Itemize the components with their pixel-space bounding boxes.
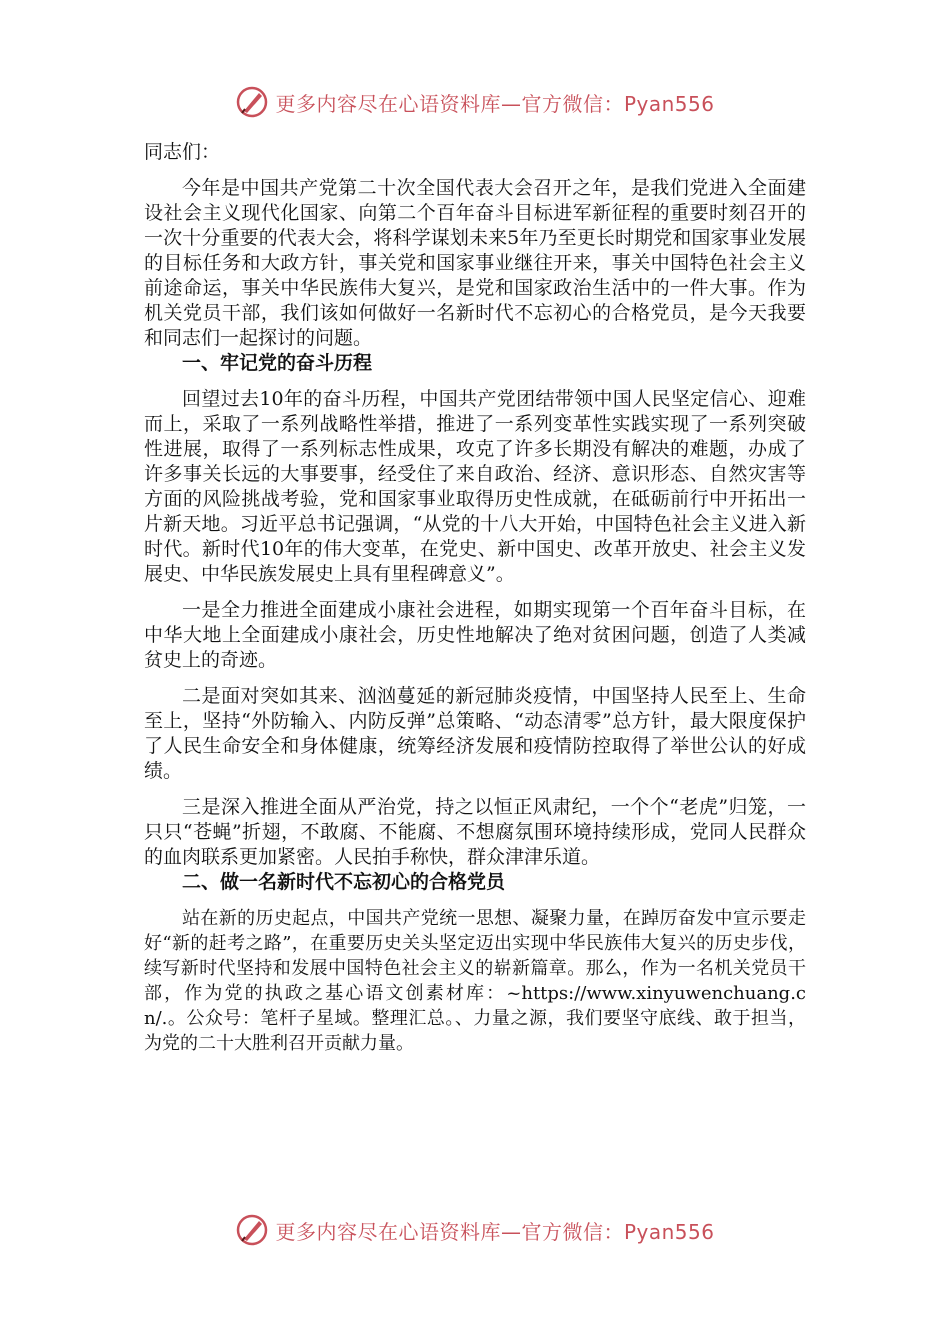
intro-paragraph: 今年是中国共产党第二十次全国代表大会召开之年，是我们党进入全面建设社会主义现代化国家、向第二个百年奋斗目标进军新征程的重要时刻召开的一次十分重要的代表大会，将科学谋划未来5年乃至更长时期党和国家事业发展的目标任务和大政方针，事关党和国家事业继往开来，事关中国特色社会主义前途命运，事关中华民族伟大复兴，是党和国家政治生活中的一件大事。作为机关党员干部，我们该如何做好一名新时代不忘初心的合格党员，是今天我要和同志们一起探讨的问题。 [144,177,806,349]
section-heading-1: 一、牢记党的奋斗历程 [182,352,373,374]
section1-paragraph-2: 一是全力推进全面建成小康社会进程，如期实现第一个百年奋斗目标，在中华大地上全面建成小康社会，历史性地解决了绝对贫困问题，创造了人类减贫史上的奇迹。 [144,599,806,671]
header-banner [0,82,950,122]
header-banner-text: 更多内容尽在心语资料库—官方微信：Pyan556 [275,91,715,116]
section-heading-2: 二、做一名新时代不忘初心的合格党员 [182,871,506,893]
footer-banner [0,1210,950,1250]
quill-logo-icon [235,1213,269,1247]
section1-paragraph-4: 三是深入推进全面从严治党，持之以恒正风肃纪，一个个“老虎”归笼，一只只“苍蝇”折翅，不敢腐、不能腐、不想腐氛围环境持续形成，党同人民群众的血肉联系更加紧密。人民拍手称快，群众津津乐道。 [144,796,806,868]
quill-logo-icon [235,85,269,119]
footer-banner-text: 更多内容尽在心语资料库—官方微信：Pyan556 [275,1219,715,1244]
section1-paragraph-1: 回望过去10年的奋斗历程，中国共产党团结带领中国人民坚定信心、迎难而上，采取了一系列战略性举措，推进了一系列变革性实践实现了一系列突破性进展，取得了一系列标志性成果，攻克了许多长期没有解决的难题，办成了许多事关长远的大事要事，经受住了来自政治、经济、意识形态、自然灾害等方面的风险挑战考验，党和国家事业取得历史性成就，在砥砺前行中开拓出一片新天地。习近平总书记强调，“从党的十八大开始，中国特色社会主义进入新时代。新时代10年的伟大变革，在党史、新中国史、改革开放史、社会主义发展史、中华民族发展史上具有里程碑意义”。 [144,388,806,585]
section1-paragraph-3: 二是面对突如其来、汹汹蔓延的新冠肺炎疫情，中国坚持人民至上、生命至上，坚持“外防输入、内防反弹”总策略、“动态清零”总方针，最大限度保护了人民生命安全和身体健康，统筹经济发展和疫情防控取得了举世公认的好成绩。 [144,685,806,782]
salutation: 同志们： [144,141,221,163]
document-body [144,140,806,1056]
section2-paragraph-1: 站在新的历史起点，中国共产党统一思想、凝聚力量，在踔厉奋发中宣示要走好“新的赶考之路”，在重要历史关头坚定迈出实现中华民族伟大复兴的历史步伐，续写新时代坚持和发展中国特色社会主义的崭新篇章。那么，作为一名机关党员干部，作为党的执政之基心语文创素材库：~https://www.xinyuwenchuang.cn/.。公众号：笔杆子星域。整理汇总。、力量之源，我们要坚守底线、敢于担当，为党的二十大胜利召开贡献力量。 [144,908,806,1054]
